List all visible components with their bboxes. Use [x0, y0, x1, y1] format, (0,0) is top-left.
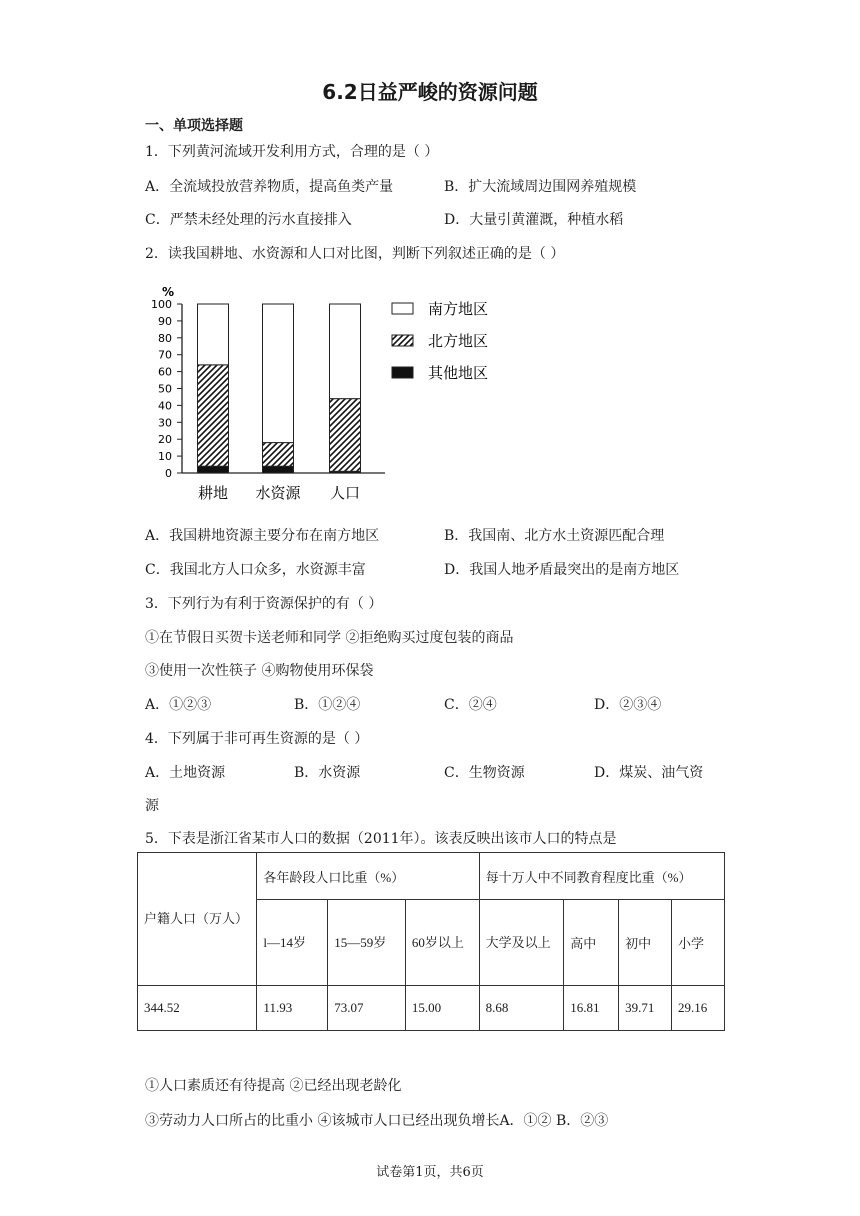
q5-statements-1: ①人口素质还有待提高 ②已经出现老龄化: [145, 1078, 402, 1094]
x-category-label: 耕地: [197, 484, 229, 502]
page-footer: 试卷第1页，共6页: [376, 1165, 484, 1180]
header-age-1-14: l—14岁: [257, 900, 328, 986]
q4-option-b: B．水资源: [294, 765, 361, 781]
y-tick-label: 60: [158, 365, 172, 379]
q2-option-d: D．我国人地矛盾最突出的是南方地区: [444, 562, 680, 578]
section-heading: 一、单项选择题: [145, 118, 243, 134]
q3-stem: 3．下列行为有利于资源保护的有（ ）: [145, 596, 383, 612]
q3-statements-2: ③使用一次性筷子 ④购物使用环保袋: [145, 663, 374, 679]
header-age-group: 各年龄段人口比重（%）: [257, 853, 479, 900]
q4-option-d: D．煤炭、油气资: [594, 765, 704, 781]
q1-option-b: B．扩大流域周边围网养殖规模: [444, 179, 637, 195]
table-cell: 73.07: [328, 986, 406, 1031]
q5-stem: 5．下表是浙江省某市人口的数据（2011年）。该表反映出该市人口的特点是: [145, 831, 617, 847]
header-edu-university: 大学及以上: [479, 900, 564, 986]
q4-stem: 4．下列属于非可再生资源的是（ ）: [145, 731, 369, 747]
q2-bar-chart: [140, 280, 520, 505]
y-tick-label: 90: [158, 314, 172, 328]
table-cell: 344.52: [138, 986, 257, 1031]
q1-option-c: C．严禁未经处理的污水直接排入: [145, 212, 352, 228]
bar-segment: [198, 365, 229, 466]
legend-swatch: [392, 303, 413, 314]
y-tick-label: 80: [158, 331, 172, 345]
header-edu-middle: 初中: [619, 900, 672, 986]
y-tick-label: 70: [158, 348, 172, 362]
x-category-label: 人口: [329, 484, 361, 502]
q2-option-a: A．我国耕地资源主要分布在南方地区: [145, 528, 380, 544]
y-tick-label: 50: [158, 382, 172, 396]
legend-label: 北方地区: [428, 332, 489, 350]
header-education-group: 每十万人中不同教育程度比重（%）: [479, 853, 724, 900]
y-tick-label: 0: [165, 467, 172, 480]
q1-option-a: A．全流域投放营养物质，提高鱼类产量: [145, 179, 394, 195]
y-tick-label: 30: [158, 416, 172, 430]
legend-swatch: [392, 367, 413, 378]
q2-option-b: B．我国南、北方水土资源匹配合理: [444, 528, 665, 544]
header-edu-high: 高中: [564, 900, 619, 986]
table-cell: 8.68: [479, 986, 564, 1031]
bar-segment: [198, 304, 229, 365]
bar-segment: [263, 443, 294, 467]
y-tick-label: 40: [158, 399, 172, 413]
y-tick-label: 20: [158, 433, 172, 447]
q3-statements-1: ①在节假日买贺卡送老师和同学 ②拒绝购买过度包装的商品: [145, 630, 514, 646]
header-edu-primary: 小学: [672, 900, 725, 986]
table-cell: 16.81: [564, 986, 619, 1031]
bar-segment: [263, 304, 294, 443]
q4-option-c: C．生物资源: [444, 765, 525, 781]
q4-option-d-continued: 源: [145, 798, 159, 814]
q3-option-c: C．②④: [444, 697, 497, 713]
q2-stem: 2．读我国耕地、水资源和人口对比图，判断下列叙述正确的是（ ）: [145, 246, 565, 262]
legend-swatch: [392, 335, 413, 346]
header-hukou: 户籍人口（万人）: [138, 853, 257, 986]
q1-stem: 1．下列黄河流域开发利用方式，合理的是（ ）: [145, 144, 439, 160]
bar-segment: [198, 466, 229, 473]
header-age-15-59: 15—59岁: [328, 900, 406, 986]
q3-option-d: D．②③④: [594, 697, 662, 713]
bar-segment: [330, 399, 361, 472]
x-category-label: 水资源: [255, 484, 301, 502]
y-axis-unit-label: %: [162, 285, 175, 299]
legend-label: 其他地区: [428, 364, 489, 382]
header-age-60-plus: 60岁以上: [405, 900, 479, 986]
bar-segment: [330, 304, 361, 399]
table-cell: 39.71: [619, 986, 672, 1031]
q1-option-d: D．大量引黄灌溉，种植水稻: [444, 212, 624, 228]
table-cell: 11.93: [257, 986, 328, 1031]
population-table: [137, 852, 725, 1031]
q2-option-c: C．我国北方人口众多，水资源丰富: [145, 562, 366, 578]
table-row: [138, 986, 725, 1031]
bar-segment: [263, 466, 294, 473]
table-cell: 15.00: [405, 986, 479, 1031]
y-tick-label: 10: [158, 450, 172, 464]
q5-statements-2: ③劳动力人口所占的比重小 ④该城市人口已经出现负增长A．①② B．②③: [145, 1113, 609, 1129]
q3-option-a: A．①②③: [145, 697, 212, 713]
page-title: 6.2日益严峻的资源问题: [322, 80, 538, 104]
legend-label: 南方地区: [428, 300, 489, 318]
y-tick-label: 100: [151, 298, 172, 311]
table-cell: 29.16: [672, 986, 725, 1031]
q4-option-a: A．土地资源: [145, 765, 226, 781]
q3-option-b: B．①②④: [294, 697, 361, 713]
